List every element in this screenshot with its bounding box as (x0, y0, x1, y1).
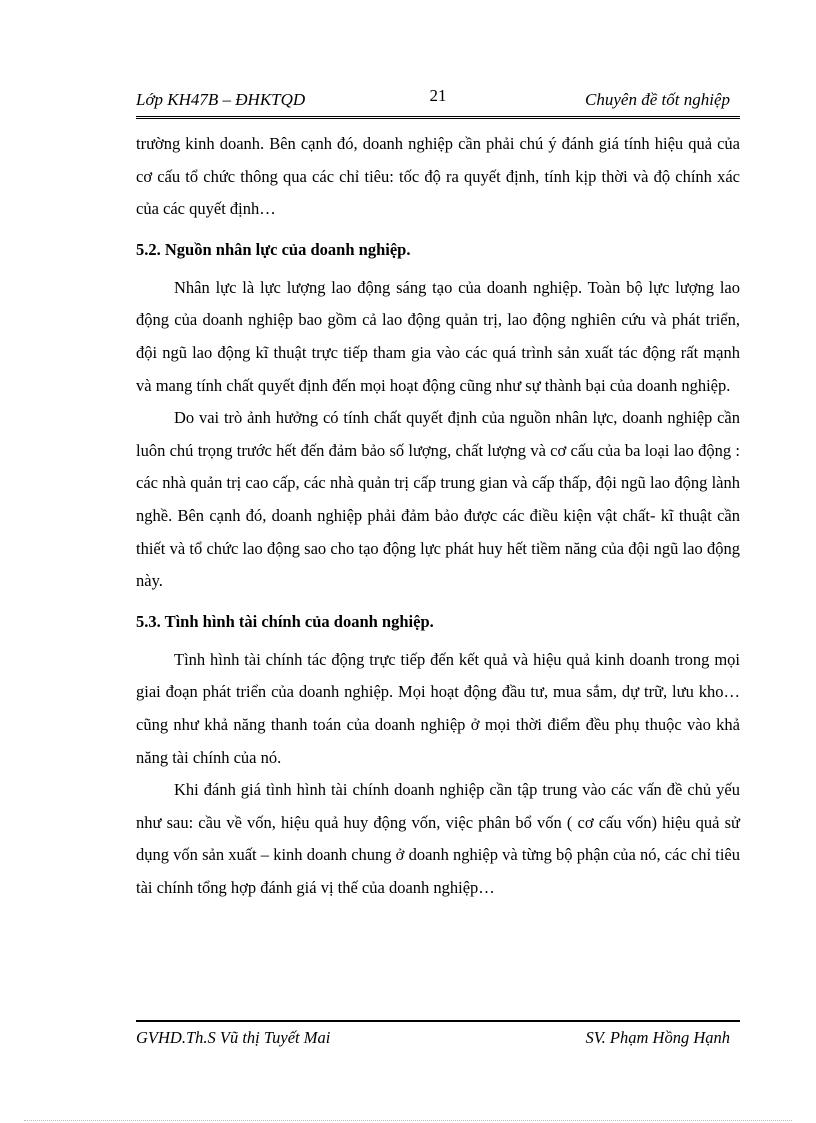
paragraph-finance-1: Tình hình tài chính tác động trực tiếp đến kết quả và hiệu quả kinh doanh trong mọi giai đoạn phát triển của doanh nghiệp. Mọi hoạt động đầu tư, mua sắm, dự trữ, lưu kho… cũng như khả năng thanh toán của doanh nghiệp ở mọi thời điểm đều phụ thuộc vào khả năng tài chính của nó. (136, 649, 740, 767)
footer-student: SV. Phạm Hồng Hạnh (585, 1028, 730, 1047)
header-class-label: Lớp KH47B – ĐHKTQD (136, 90, 306, 109)
paragraph-human-resources-2: Do vai trò ảnh hưởng có tính chất quyết định của nguồn nhân lực, doanh nghiệp cần luôn chú trọng trước hết đến đảm bảo số lượng, chất lượng và cơ cấu của ba loại lao động : các nhà quản trị cao cấp, các nhà quản trị cấp trung gian và cấp thấp, đội ngũ lao động lành nghề. Bên cạnh đó, doanh nghiệp phải đảm bảo được các điều kiện vật chất- kĩ thuật cần thiết và tổ chức lao động sao cho tạo động lực phát huy hết tiềm năng của đội ngũ lao động này. (136, 408, 740, 591)
page-footer (136, 1020, 740, 1056)
page-number: 21 (429, 86, 447, 105)
page-header (136, 84, 740, 119)
header-document-type: Chuyên đề tốt nghiệp (585, 90, 730, 109)
section-heading-5-2: 5.2. Nguồn nhân lực của doanh nghiệp. (136, 239, 411, 259)
paragraph-finance-2: Khi đánh giá tình hình tài chính doanh nghiệp cần tập trung vào các vấn đề chủ yếu như sau: cầu về vốn, hiệu quả huy động vốn, việc phân bổ vốn ( cơ cấu vốn) hiệu quả sử dụng vốn sản xuất – kinh doanh chung ở doanh nghiệp và từng bộ phận của nó, các chỉ tiêu tài chính tổng hợp đánh giá vị thế của doanh nghiệp… (136, 780, 740, 897)
paragraph-continuation: trường kinh doanh. Bên cạnh đó, doanh nghiệp cần phải chú ý đánh giá tính hiệu quả của cơ cấu tổ chức thông qua các chỉ tiêu: tốc độ ra quyết định, tính kịp thời và độ chính xác của các quyết định… (136, 134, 740, 219)
section-heading-5-3: 5.3. Tình hình tài chính của doanh nghiệp. (136, 611, 434, 631)
footer-supervisor: GVHD.Th.S Vũ thị Tuyết Mai (136, 1028, 331, 1047)
page-bottom-divider (24, 1120, 792, 1121)
page-body (136, 128, 740, 904)
paragraph-human-resources-1: Nhân lực là lực lượng lao động sáng tạo của doanh nghiệp. Toàn bộ lực lượng lao động của doanh nghiệp bao gồm cả lao động quản trị, lao động nghiên cứu và phát triển, đội ngũ lao động kĩ thuật trực tiếp tham gia vào các quá trình sản xuất tác động rất mạnh và mang tính chất quyết định đến mọi hoạt động cũng như sự thành bại của doanh nghiệp. (136, 277, 740, 395)
